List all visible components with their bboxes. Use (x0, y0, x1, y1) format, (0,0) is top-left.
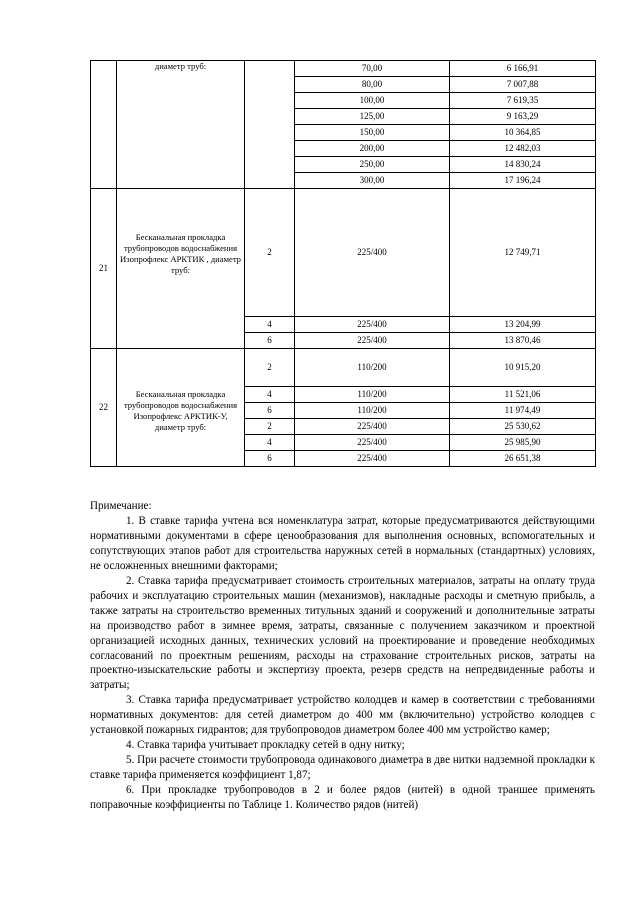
tariff-table (90, 60, 596, 467)
table-row (91, 189, 596, 317)
rows-count-cell: 2 (245, 419, 295, 435)
price-cell: 25 530,62 (450, 419, 596, 435)
rows-count-cell: 4 (245, 317, 295, 333)
diameter-cell: 200,00 (295, 141, 450, 157)
notes-heading: Примечание: (90, 500, 152, 512)
diameter-cell: 125,00 (295, 109, 450, 125)
price-cell: 25 985,90 (450, 435, 596, 451)
row-description: диаметр труб: (117, 61, 245, 189)
price-cell: 6 166,91 (450, 61, 596, 77)
diameter-cell: 70,00 (295, 61, 450, 77)
diameter-cell: 110/200 (295, 387, 450, 403)
row-number: 21 (91, 189, 117, 349)
price-cell: 11 521,06 (450, 387, 596, 403)
diameter-cell: 80,00 (295, 77, 450, 93)
diameter-cell: 225/400 (295, 435, 450, 451)
diameter-cell: 225/400 (295, 317, 450, 333)
diameter-cell: 110/200 (295, 403, 450, 419)
price-cell: 7 619,35 (450, 93, 596, 109)
diameter-cell: 225/400 (295, 451, 450, 467)
price-cell: 10 364,85 (450, 125, 596, 141)
table-row (91, 349, 596, 387)
note-item: 5. При расчете стоимости трубопровода одинакового диаметра в две нитки надземной прокладки к ставке тарифа применяется коэффициент 1,87; (90, 754, 595, 782)
notes-section (90, 499, 595, 813)
note-item: 3. Ставка тарифа предусматривает устройство колодцев и камер в соответствии с требованиями нормативных документов: для сетей диаметром до 400 мм (включительно) устройство колодцев с установкой пожарных гидрантов; для трубопроводов диаметром более 400 мм устройство камер; (90, 694, 595, 737)
price-cell: 11 974,49 (450, 403, 596, 419)
diameter-cell: 250,00 (295, 157, 450, 173)
price-cell: 12 749,71 (450, 189, 596, 317)
row-number: 22 (91, 349, 117, 467)
diameter-cell: 150,00 (295, 125, 450, 141)
table-row (91, 61, 596, 77)
price-cell: 14 830,24 (450, 157, 596, 173)
rows-count-cell: 2 (245, 349, 295, 387)
rows-count-cell: 4 (245, 435, 295, 451)
rows-count-cell: 6 (245, 403, 295, 419)
rows-count-cell (245, 61, 295, 189)
diameter-cell: 110/200 (295, 349, 450, 387)
diameter-cell: 300,00 (295, 173, 450, 189)
rows-count-cell: 6 (245, 451, 295, 467)
diameter-cell: 225/400 (295, 333, 450, 349)
price-cell: 9 163,29 (450, 109, 596, 125)
note-item: 1. В ставке тарифа учтена вся номенклатура затрат, которые предусматриваются действующими нормативными документами в сфере ценообразования для выполнения основных, вспомогательных и сопутствующих этапов работ для строительства наружных сетей в нормальных (стандартных) условиях, не осложненных внешними факторами; (90, 514, 595, 572)
price-cell: 12 482,03 (450, 141, 596, 157)
note-item: 6. При прокладке трубопроводов в 2 и более рядов (нитей) в одной траншее применять поправочные коэффициенты по Таблице 1. Количество рядов (нитей) (90, 784, 595, 812)
note-item: 4. Ставка тарифа учитывает прокладку сетей в одну нитку; (126, 739, 405, 752)
price-cell: 13 204,99 (450, 317, 596, 333)
diameter-cell: 225/400 (295, 419, 450, 435)
price-cell: 26 651,38 (450, 451, 596, 467)
row-number-cell (91, 61, 117, 189)
price-cell: 7 007,88 (450, 77, 596, 93)
price-cell: 17 196,24 (450, 173, 596, 189)
row-description: Бесканальная прокладка трубопроводов водоснабжения Изопрофлекс АРКТИК-У, диаметр труб: (117, 349, 245, 467)
rows-count-cell: 6 (245, 333, 295, 349)
diameter-cell: 100,00 (295, 93, 450, 109)
row-description: Бесканальная прокладка трубопроводов водоснабжения Изопрофлекс АРКТИК , диаметр труб: (117, 189, 245, 349)
price-cell: 10 915,20 (450, 349, 596, 387)
rows-count-cell: 4 (245, 387, 295, 403)
price-cell: 13 870,46 (450, 333, 596, 349)
rows-count-cell: 2 (245, 189, 295, 317)
diameter-cell: 225/400 (295, 189, 450, 317)
note-item: 2. Ставка тарифа предусматривает стоимость строительных материалов, затраты на оплату труда рабочих и эксплуатацию строительных машин (механизмов), накладные расходы и сметную прибыль, а также затраты на строительство временных титульных зданий и сооружений и дополнительные затраты на производство работ в зимнее время, затраты, связанные с получением заказчиком и проектной организацией исходных данных, технических условий на проектирование и проведение необходимых согласований по проектным решениям, расходы на страхование строительных рисков, затраты на проектно-изыскательские работы и экспертизу проекта, резерв средств на непредвиденные работы и затраты; (90, 574, 595, 692)
